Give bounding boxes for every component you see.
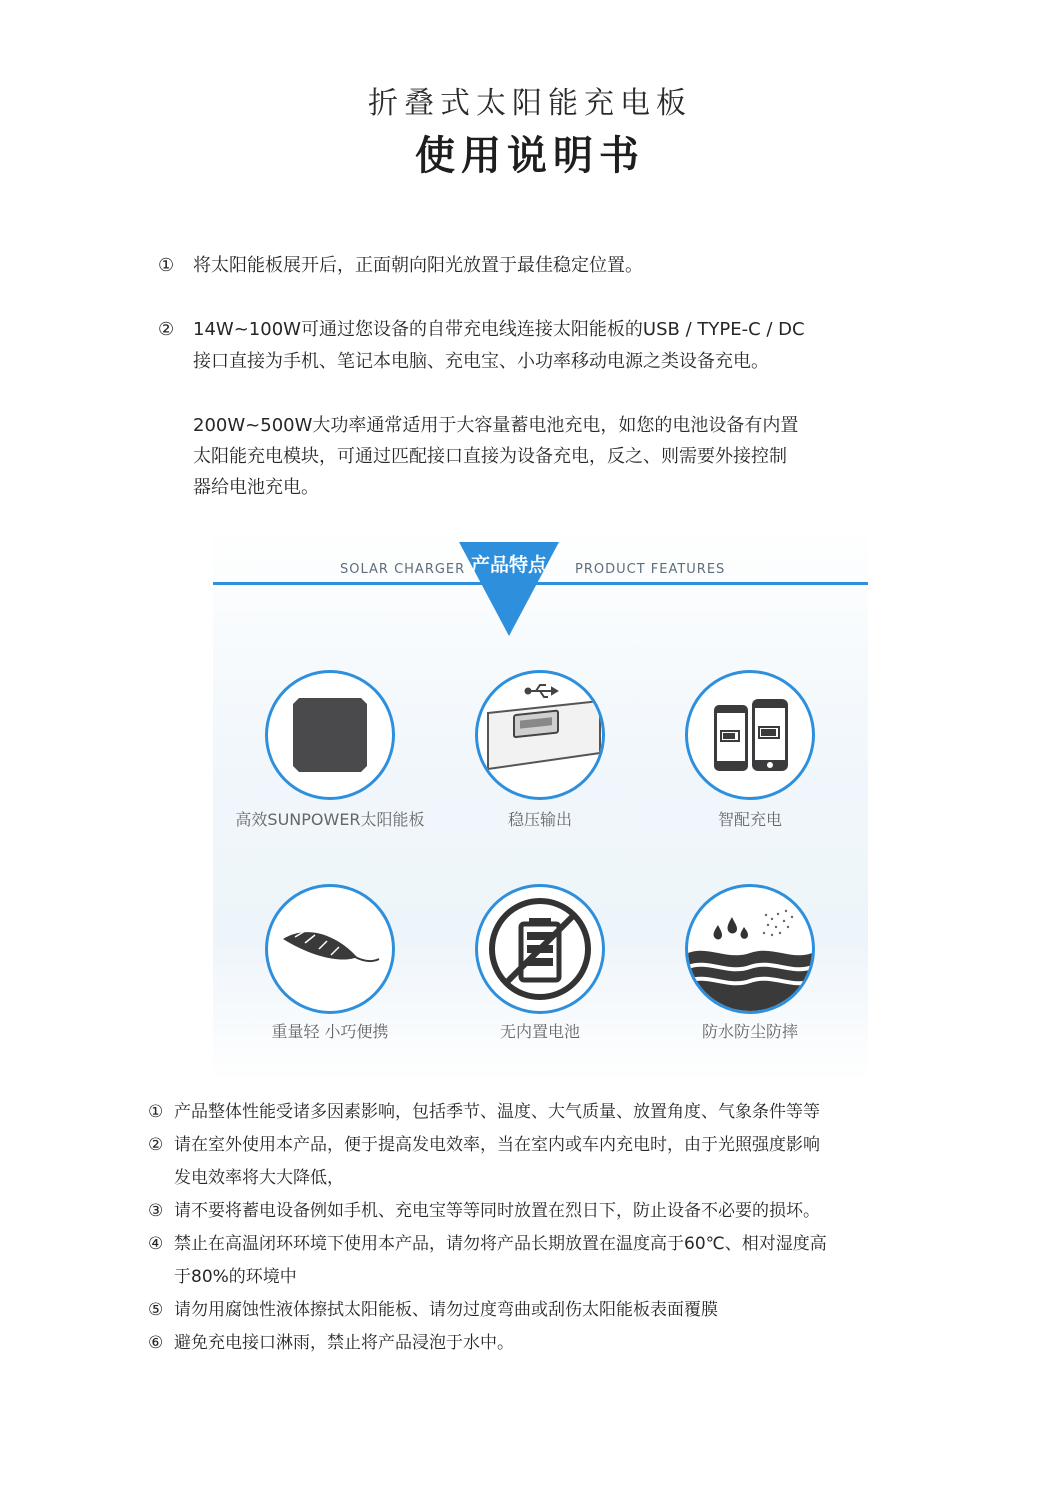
step-line: 14W~100W可通过您设备的自带充电线连接太阳能板的USB / TYPE-C / DC [193,319,805,340]
note-number: ⑤ [148,1300,164,1320]
step-1 [158,250,953,282]
waterproof-dustproof-icon [688,887,812,1011]
paragraph-line: 200W~500W大功率通常适用于大容量蓄电池充电，如您的电池设备有内置 [193,415,799,436]
step-number: ② [158,319,175,340]
note-line: 于80%的环境中 [174,1267,297,1287]
feather-icon [275,909,385,989]
step-number: ① [158,255,175,276]
usb-port-icon [478,673,602,797]
note-item [148,1327,938,1360]
step-line: 接口直接为手机、笔记本电脑、充电宝、小功率移动电源之类设备充电。 [193,351,769,372]
feature-label: 重量轻 小巧便携 [271,1022,389,1041]
feature-circle [265,884,395,1014]
note-item [148,1195,938,1228]
feature-label: 无内置电池 [499,1022,580,1041]
feature-circle [475,884,605,1014]
note-line: 禁止在高温闭环环境下使用本产品，请勿将产品长期放置在温度高于60℃、相对湿度高 [174,1234,827,1254]
banner-right-text: PRODUCT FEATURES [575,562,726,577]
step-2 [158,314,953,378]
paragraph-line: 太阳能充电模块，可通过匹配接口直接为设备充电，反之、则需要外接控制 [193,446,787,467]
product-features-panel [213,522,868,1082]
feature-circle [685,670,815,800]
feature-label: 稳压输出 [507,810,572,829]
feature-label: 防水防尘防摔 [701,1022,798,1041]
paragraph-line: 器给电池充电。 [193,477,319,498]
no-battery-icon [485,894,595,1004]
solar-panel-icon [285,690,375,780]
note-item [148,1294,938,1327]
document-title: 折叠式太阳能充电板 [368,86,692,121]
feature-circle [685,884,815,1014]
usage-notes [148,1096,938,1360]
feature-circle [475,670,605,800]
banner-title: 产品特点 [470,554,547,576]
note-item [148,1096,938,1129]
note-line: 避免充电接口淋雨，禁止将产品浸泡于水中。 [174,1333,514,1353]
note-item [148,1129,938,1195]
note-number: ② [148,1135,164,1155]
note-line: 请不要将蓄电设备例如手机、充电宝等等同时放置在烈日下，防止设备不必要的损坏。 [174,1201,820,1221]
step-line: 将太阳能板展开后，正面朝向阳光放置于最佳稳定位置。 [193,255,643,276]
feature-circle [265,670,395,800]
feature-label: 智配充电 [717,810,782,829]
note-line: 请在室外使用本产品，便于提高发电效率，当在室内或车内充电时，由于光照强度影响 [174,1135,820,1155]
note-number: ⑥ [148,1333,164,1353]
note-number: ④ [148,1234,164,1254]
high-power-paragraph [193,410,953,503]
smartphones-icon [700,685,800,785]
note-number: ① [148,1102,164,1122]
note-item [148,1228,938,1294]
document-subtitle: 使用说明书 [415,133,645,179]
note-line: 发电效率将大大降低， [174,1168,344,1188]
feature-label: 高效SUNPOWER太阳能板 [235,810,425,829]
note-number: ③ [148,1201,164,1221]
banner-left-text: SOLAR CHARGER [340,562,466,577]
note-line: 产品整体性能受诸多因素影响，包括季节、温度、大气质量、放置角度、气象条件等等 [174,1102,820,1122]
note-line: 请勿用腐蚀性液体擦拭太阳能板、请勿过度弯曲或刮伤太阳能板表面覆膜 [174,1300,718,1320]
